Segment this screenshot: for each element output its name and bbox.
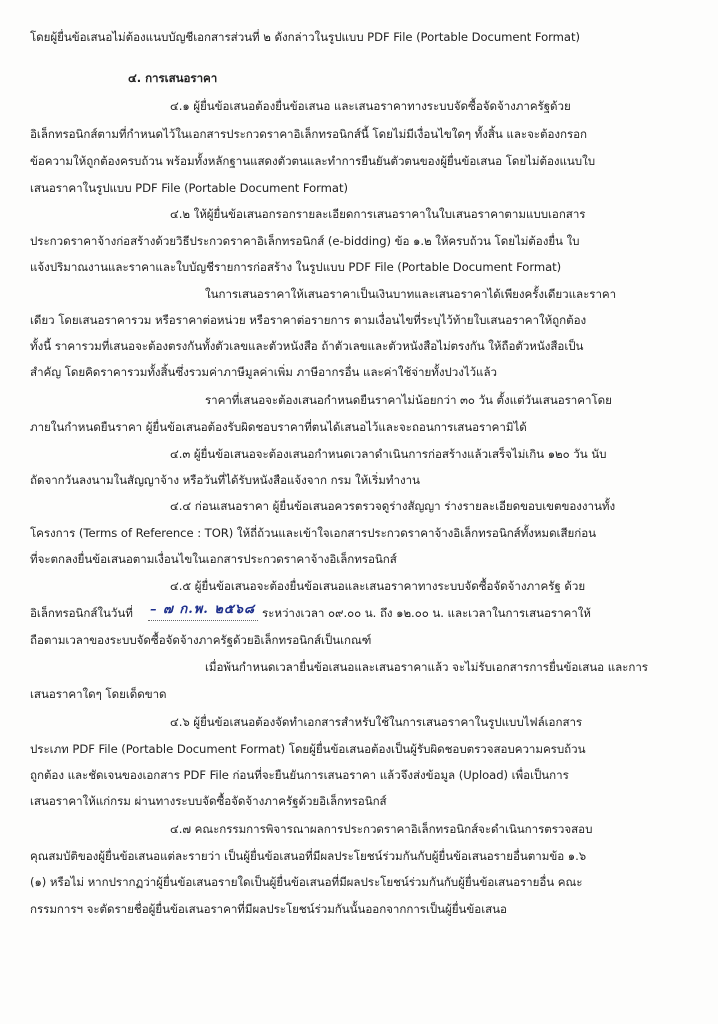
text-line: ระหว่างเวลา ๐๙.๐๐ น. ถึง ๑๒.๐๐ น. และเวลาในการเสนอราคาให้ [262,606,591,620]
text-line: ราคาที่เสนอจะต้องเสนอกำหนดยืนราคาไม่น้อยกว่า ๓๐ วัน ตั้งแต่วันเสนอราคาโดย [205,393,612,407]
text-line: โครงการ (Terms of Reference : TOR) ให้ถี่ถ้วนและเข้าใจเอกสารประกวดราคาจ้างอิเล็กทรอนิกส์ทั้งหมดเสียก่อน [30,526,596,540]
text-line: เดียว โดยเสนอราคารวม หรือราคาต่อหน่วย หรือราคาต่อรายการ ตามเงื่อนไขที่ระบุไว้ท้ายใบเสนอราคาให้ถูกต้อง [30,313,587,327]
text-line: (๑) หรือไม่ หากปรากฏว่าผู้ยื่นข้อเสนอรายใดเป็นผู้ยื่นข้อเสนอที่มีผลประโยชน์ร่วมกันกับผู้ยื่นข้อเสนอรายอื่น คณะ [30,875,583,889]
text-line: เสนอราคาใดๆ โดยเด็ดขาด [30,687,167,701]
clause-4-5: ๔.๕ ผู้ยื่นข้อเสนอจะต้องยื่นข้อเสนอและเสนอราคาทางระบบจัดซื้อจัดจ้างภาครัฐ ด้วย [170,579,586,593]
clause-4-7: ๔.๗ คณะกรรมการพิจารณาผลการประกวดราคาอิเล็กทรอนิกส์จะดำเนินการตรวจสอบ [170,822,593,836]
clause-4-6: ๔.๖ ผู้ยื่นข้อเสนอต้องจัดทำเอกสารสำหรับใช้ในการเสนอราคาในรูปแบบไฟล์เอกสาร [170,715,583,729]
section-heading: ๔. การเสนอราคา [128,71,218,85]
text-line: เสนอราคาให้แก่กรม ผ่านทางระบบจัดซื้อจัดจ้างภาครัฐด้วยอิเล็กทรอนิกส์ [30,794,387,808]
text-line: ทั้งนี้ ราคารวมที่เสนอจะต้องตรงกันทั้งตัวเลขและตัวหนังสือ ถ้าตัวเลขและตัวหนังสือไม่ตรงกัน ให้ถือตัวหนังสือเป็น [30,339,584,353]
text-line: ประกวดราคาจ้างก่อสร้างด้วยวิธีประกวดราคาอิเล็กทรอนิกส์ (e-bidding) ข้อ ๑.๒ ให้ครบถ้วน โดยไม่ต้องยื่น ใบ [30,234,580,248]
clause-4-3: ๔.๓ ผู้ยื่นข้อเสนอจะต้องเสนอกำหนดเวลาดำเนินการก่อสร้างแล้วเสร็จไม่เกิน ๑๒๐ วัน นับ [170,447,607,461]
date-fill-line [148,620,258,621]
text-line: คุณสมบัติของผู้ยื่นข้อเสนอแต่ละรายว่า เป็นผู้ยื่นข้อเสนอที่มีผลประโยชน์ร่วมกันกับผู้ยื่นข้อเสนอรายอื่นตามข้อ ๑.๖ [30,849,587,863]
text-line: เมื่อพ้นกำหนดเวลายื่นข้อเสนอและเสนอราคาแล้ว จะไม่รับเอกสารการยื่นข้อเสนอ และการ [205,660,648,674]
text-line: เสนอราคาในรูปแบบ PDF File (Portable Document Format) [30,181,348,195]
text-line: สำคัญ โดยคิดราคารวมทั้งสิ้นซึ่งรวมค่าภาษีมูลค่าเพิ่ม ภาษีอากรอื่น และค่าใช้จ่ายทั้งปวงไว้แล้ว [30,365,497,379]
text-line: ในการเสนอราคาให้เสนอราคาเป็นเงินบาทและเสนอราคาได้เพียงครั้งเดียวและราคา [205,287,617,301]
handwritten-date: – ๗ ก.พ. ๒๕๖๘ [150,602,256,617]
text-line: กรรมการฯ จะตัดรายชื่อผู้ยื่นข้อเสนอราคาที่มีผลประโยชน์ร่วมกันนั้นออกจากการเป็นผู้ยื่นข้อเสนอ [30,902,507,916]
clause-4-1: ๔.๑ ผู้ยื่นข้อเสนอต้องยื่นข้อเสนอ และเสนอราคาทางระบบจัดซื้อจัดจ้างภาครัฐด้วย [170,99,571,113]
text-line: ถือตามเวลาของระบบจัดซื้อจัดจ้างภาครัฐด้วยอิเล็กทรอนิกส์เป็นเกณฑ์ [30,633,372,647]
text-line: ถูกต้อง และชัดเจนของเอกสาร PDF File ก่อนที่จะยืนยันการเสนอราคา แล้วจึงส่งข้อมูล (Upload) เพื่อเป็นการ [30,768,569,782]
text-line: อิเล็กทรอนิกส์ตามที่กำหนดไว้ในเอกสารประกวดราคาอิเล็กทรอนิกส์นี้ โดยไม่มีเงื่อนไขใดๆ ทั้งสิ้น และจะต้องกรอก [30,127,588,141]
text-line: ภายในกำหนดยืนราคา ผู้ยื่นข้อเสนอต้องรับผิดชอบราคาที่ตนได้เสนอไว้และจะถอนการเสนอราคามิได้ [30,420,527,434]
text-line: ถัดจากวันลงนามในสัญญาจ้าง หรือวันที่ได้รับหนังสือแจ้งจาก กรม ให้เริ่มทำงาน [30,473,420,487]
text-line: ประเภท PDF File (Portable Document Format) โดยผู้ยื่นข้อเสนอต้องเป็นผู้รับผิดชอบตรวจสอบความครบถ้วน [30,742,586,756]
clause-4-4: ๔.๔ ก่อนเสนอราคา ผู้ยื่นข้อเสนอควรตรวจดูร่างสัญญา ร่างรายละเอียดขอบเขตของงานทั้ง [170,499,616,513]
text-line: โดยผู้ยื่นข้อเสนอไม่ต้องแนบบัญชีเอกสารส่วนที่ ๒ ดังกล่าวในรูปแบบ PDF File (Portable Document Format) [30,30,580,44]
text-line: ที่จะตกลงยื่นข้อเสนอตามเงื่อนไขในเอกสารประกวดราคาจ้างอิเล็กทรอนิกส์ [30,552,397,566]
clause-4-2: ๔.๒ ให้ผู้ยื่นข้อเสนอกรอกรายละเอียดการเสนอราคาในใบเสนอราคาตามแบบเอกสาร [170,207,586,221]
text-line: อิเล็กทรอนิกส์ในวันที่ [30,606,133,620]
text-line: แจ้งปริมาณงานและราคาและใบบัญชีรายการก่อสร้าง ในรูปแบบ PDF File (Portable Document Format) [30,260,562,274]
text-line: ข้อความให้ถูกต้องครบถ้วน พร้อมทั้งหลักฐานแสดงตัวตนและทำการยืนยันตัวตนของผู้ยื่นข้อเสนอ โดยไม่ต้องแนบใบ [30,154,596,168]
